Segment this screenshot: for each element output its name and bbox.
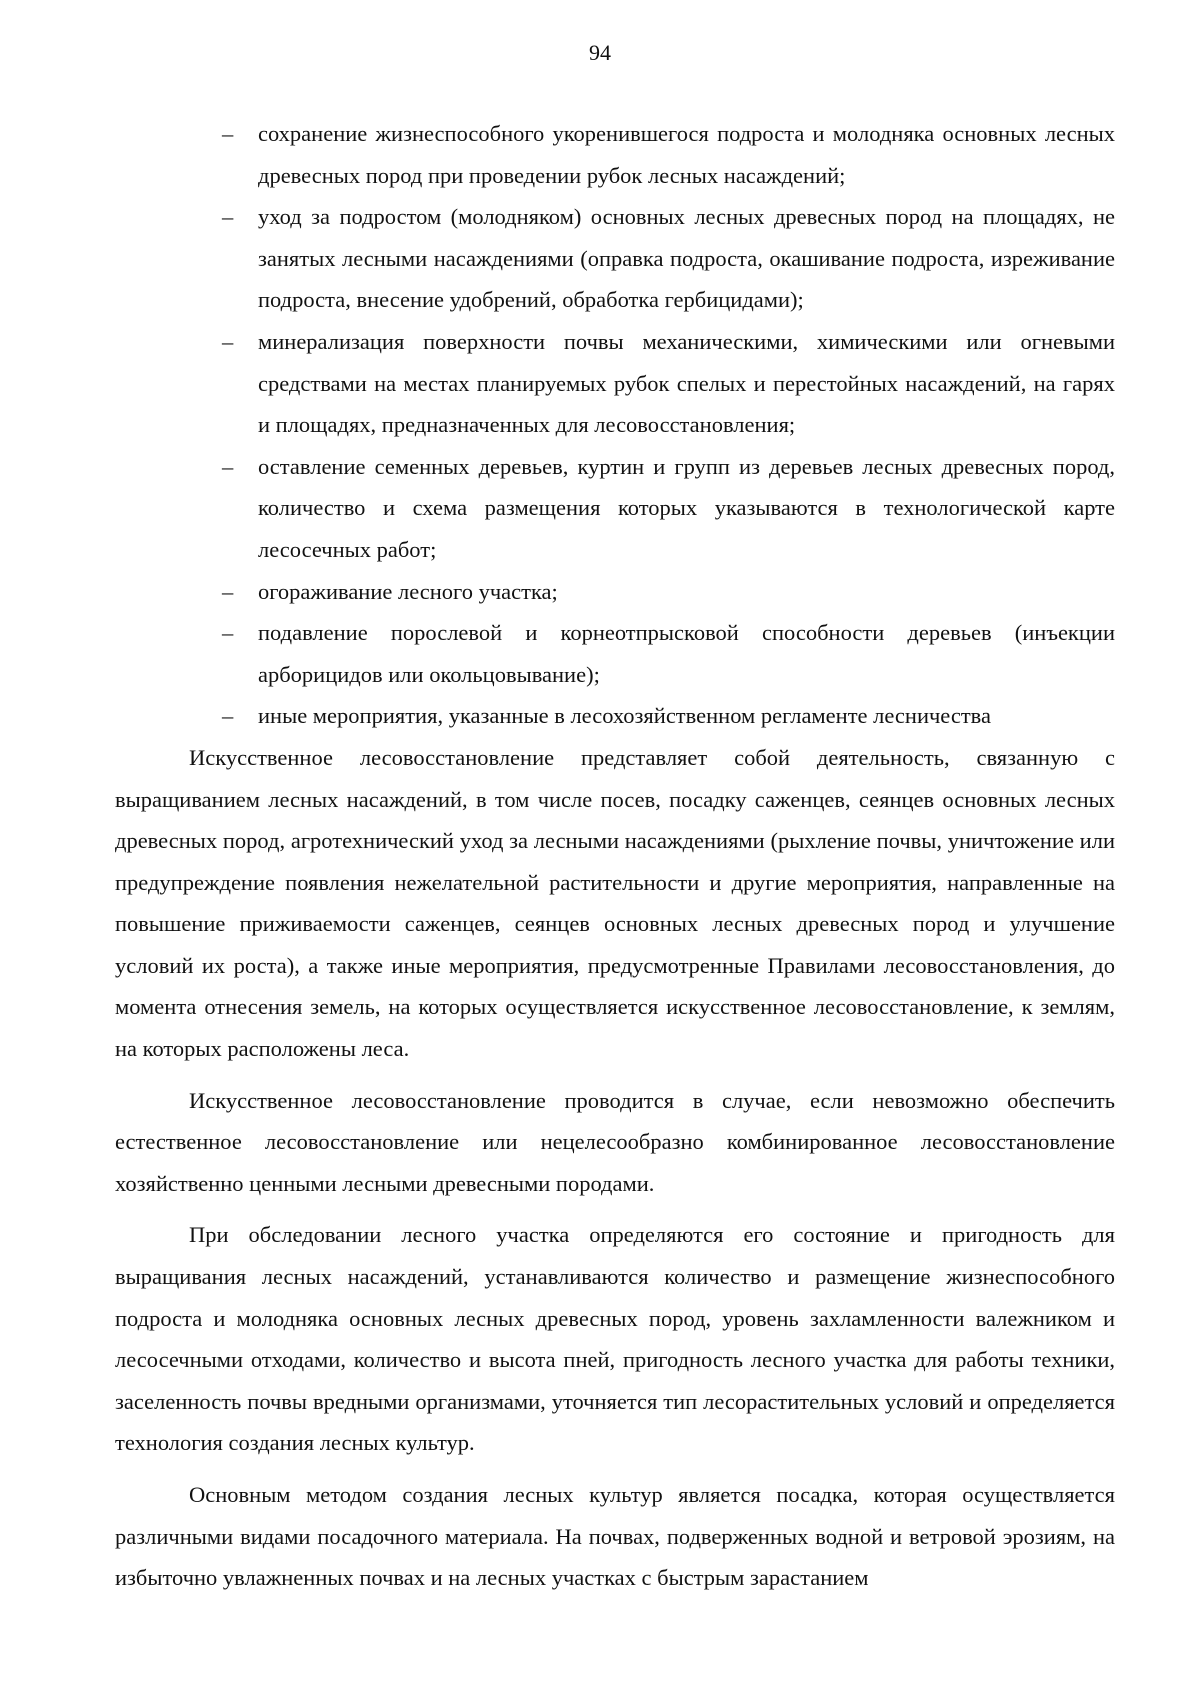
dash-bullet: – <box>222 204 234 230</box>
dash-bullet: – <box>222 121 234 146</box>
paragraph-artificial-reforestation-definition: Искусственное лесовосстановление представляет собой деятельность, связанную с выращиванием лесных насаждений, в том числе посев, посадку саженцев, сеянцев основных лесных древесных пород, агротехнический уход за лесными насаждениями (рыхление почвы, уничтожение или предупреждение появления нежелательной растительности и другие мероприятия, направленные на повышение приживаемости саженцев, сеянцев основных лесных древесных пород и улучшение условий их роста), а также иные мероприятия, предусмотренные Правилами лесовосстановления, до момента отнесения земель, на которых осуществляется искусственное лесовосстановление, к землям, на которых расположены леса. <box>115 744 1115 1062</box>
list-item-text: иные мероприятия, указанные в лесохозяйственном регламенте лесничества <box>258 703 991 729</box>
list-item-text: подавление порослевой и корнеотпрысковой способности деревьев (инъекции арборицидов или окольцовывание); <box>258 620 1115 687</box>
list-item <box>115 196 1115 321</box>
list-item-text: минерализация поверхности почвы механическими, химическими или огневыми средствами на местах планируемых рубок спелых и перестойных насаждений, на гарях и площадях, предназначенных для лесовосстановления; <box>258 328 1115 438</box>
page-number: 94 <box>589 40 611 65</box>
list-item <box>115 113 1115 196</box>
list-item-text: сохранение жизнеспособного укоренившегося подроста и молодняка основных лесных древесных пород при проведении рубок лесных насаждений; <box>258 121 1115 188</box>
list-item <box>115 612 1115 695</box>
list-item <box>115 321 1115 446</box>
measures-list <box>115 113 1115 737</box>
list-item-text: уход за подростом (молодняком) основных лесных древесных пород на площадях, не занятых лесными насаждениями (оправка подроста, окашивание подроста, изреживание подроста, внесение удобрений, обработка гербицидами); <box>258 204 1115 313</box>
list-item <box>115 571 1115 613</box>
paragraph-site-survey: При обследовании лесного участка определяются его состояние и пригодность для выращивания лесных насаждений, устанавливаются количество и размещение жизнеспособного подроста и молодняка основных лесных древесных пород, уровень захламленности валежником и лесосечными отходами, количество и высота пней, пригодность лесного участка для работы техники, заселенность почвы вредными организмами, уточняется тип лесорастительных условий и определяется технология создания лесных культур. <box>115 1222 1115 1456</box>
dash-bullet: – <box>222 328 234 354</box>
page-body <box>115 113 1115 1599</box>
list-item-text: огораживание лесного участка; <box>258 578 558 604</box>
dash-bullet: – <box>222 578 234 604</box>
paragraph-planting-method: Основным методом создания лесных культур является посадка, которая осуществляется различными видами посадочного материала. На почвах, подверженных водной и ветровой эрозиям, на избыточно увлажненных почвах и на лесных участках с быстрым зарастанием <box>115 1482 1115 1591</box>
dash-bullet: – <box>222 453 234 479</box>
dash-bullet: – <box>222 703 234 729</box>
list-item-text: оставление семенных деревьев, куртин и групп из деревьев лесных древесных пород, количество и схема размещения которых указываются в технологической карте лесосечных работ; <box>258 453 1115 562</box>
dash-bullet: – <box>222 620 234 646</box>
list-item <box>115 446 1115 571</box>
list-item <box>115 695 1115 737</box>
paragraph-artificial-reforestation-conditions: Искусственное лесовосстановление проводится в случае, если невозможно обеспечить естественное лесовосстановление или нецелесообразно комбинированное лесовосстановление хозяйственно ценными лесными древесными породами. <box>115 1087 1115 1196</box>
